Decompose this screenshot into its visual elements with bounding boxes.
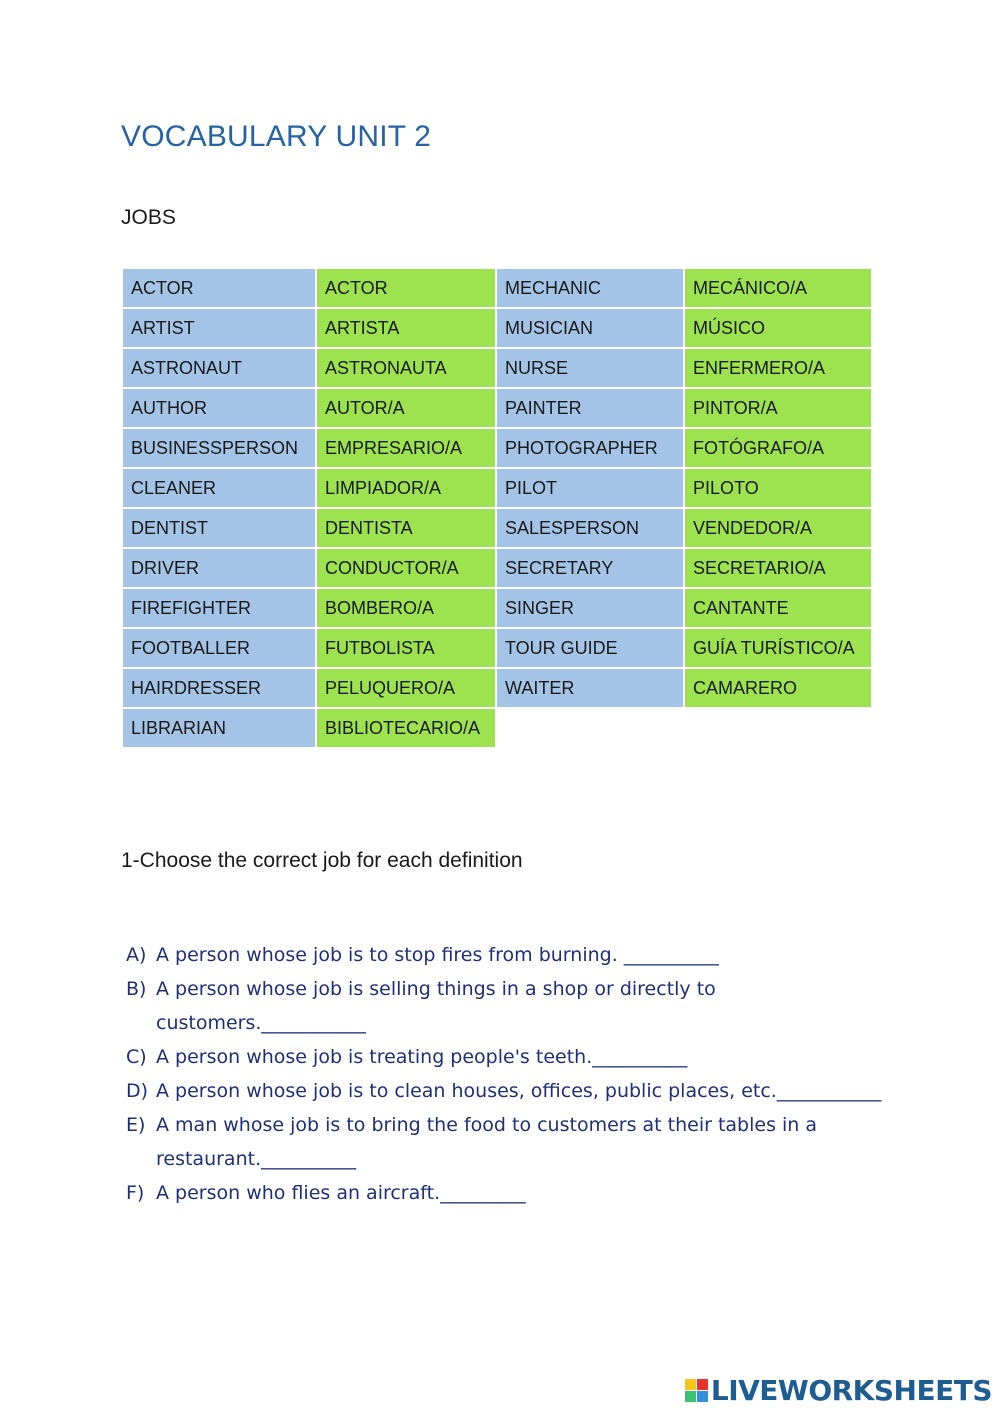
definition-item	[126, 1108, 886, 1176]
logo-square	[697, 1391, 708, 1402]
english-word-cell	[496, 708, 684, 748]
spanish-word-cell: PINTOR/A	[684, 388, 872, 428]
definition-item	[126, 1176, 886, 1210]
english-word-cell: LIBRARIAN	[122, 708, 316, 748]
english-word-cell: DENTIST	[122, 508, 316, 548]
table-row	[122, 308, 872, 348]
section-heading-jobs: JOBS	[121, 206, 176, 229]
english-word-cell: CLEANER	[122, 468, 316, 508]
definition-letter: D)	[126, 1080, 149, 1102]
table-row	[122, 708, 872, 748]
english-word-cell: PILOT	[496, 468, 684, 508]
table-row	[122, 348, 872, 388]
english-word-cell: FOOTBALLER	[122, 628, 316, 668]
spanish-word-cell: GUÍA TURÍSTICO/A	[684, 628, 872, 668]
definition-item	[126, 938, 886, 972]
definition-text: A person whose job is selling things in a shop or directly to customers.___________	[156, 978, 716, 1034]
table-row	[122, 428, 872, 468]
spanish-word-cell: FUTBOLISTA	[316, 628, 496, 668]
spanish-word-cell: VENDEDOR/A	[684, 508, 872, 548]
definition-item	[126, 1040, 886, 1074]
spanish-word-cell: CANTANTE	[684, 588, 872, 628]
spanish-word-cell: FOTÓGRAFO/A	[684, 428, 872, 468]
english-word-cell: HAIRDRESSER	[122, 668, 316, 708]
definition-item	[126, 972, 886, 1040]
spanish-word-cell: MECÁNICO/A	[684, 268, 872, 308]
table-row	[122, 388, 872, 428]
definition-text: A person who flies an aircraft._________	[156, 1182, 526, 1204]
logo-text: LIVEWORKSHEETS	[710, 1374, 992, 1407]
liveworksheets-logo	[685, 1374, 992, 1407]
table-row	[122, 508, 872, 548]
definition-text: A person whose job is to clean houses, offices, public places, etc.___________	[156, 1080, 882, 1102]
english-word-cell: MECHANIC	[496, 268, 684, 308]
english-word-cell: FIREFIGHTER	[122, 588, 316, 628]
definition-letter: A)	[126, 944, 147, 966]
table-row	[122, 628, 872, 668]
spanish-word-cell: EMPRESARIO/A	[316, 428, 496, 468]
spanish-word-cell: SECRETARIO/A	[684, 548, 872, 588]
english-word-cell: ASTRONAUT	[122, 348, 316, 388]
definition-text: A man whose job is to bring the food to customers at their tables in a restaurant.__________	[156, 1114, 818, 1170]
table-row	[122, 548, 872, 588]
spanish-word-cell: BIBLIOTECARIO/A	[316, 708, 496, 748]
english-word-cell: NURSE	[496, 348, 684, 388]
english-word-cell: SALESPERSON	[496, 508, 684, 548]
spanish-word-cell: PILOTO	[684, 468, 872, 508]
table-row	[122, 268, 872, 308]
english-word-cell: AUTHOR	[122, 388, 316, 428]
english-word-cell: ACTOR	[122, 268, 316, 308]
english-word-cell: PHOTOGRAPHER	[496, 428, 684, 468]
english-word-cell: SINGER	[496, 588, 684, 628]
english-word-cell: WAITER	[496, 668, 684, 708]
definition-letter: F)	[126, 1182, 145, 1204]
exercise-instruction: 1-Choose the correct job for each definition	[121, 849, 523, 872]
english-word-cell: MUSICIAN	[496, 308, 684, 348]
spanish-word-cell: ACTOR	[316, 268, 496, 308]
spanish-word-cell	[684, 708, 872, 748]
english-word-cell: BUSINESSPERSON	[122, 428, 316, 468]
page-title: VOCABULARY UNIT 2	[121, 120, 432, 153]
logo-square	[685, 1379, 696, 1390]
table-row	[122, 588, 872, 628]
spanish-word-cell: BOMBERO/A	[316, 588, 496, 628]
definition-text: A person whose job is to stop fires from burning. __________	[156, 944, 719, 966]
definitions-list	[126, 938, 886, 1210]
english-word-cell: DRIVER	[122, 548, 316, 588]
logo-mark-icon	[685, 1379, 708, 1402]
logo-square	[697, 1379, 708, 1390]
spanish-word-cell: LIMPIADOR/A	[316, 468, 496, 508]
spanish-word-cell: ENFERMERO/A	[684, 348, 872, 388]
definition-text: A person whose job is treating people's teeth.__________	[156, 1046, 688, 1068]
vocabulary-table	[121, 267, 873, 749]
table-row	[122, 668, 872, 708]
spanish-word-cell: CONDUCTOR/A	[316, 548, 496, 588]
spanish-word-cell: MÚSICO	[684, 308, 872, 348]
spanish-word-cell: ASTRONAUTA	[316, 348, 496, 388]
english-word-cell: SECRETARY	[496, 548, 684, 588]
spanish-word-cell: CAMARERO	[684, 668, 872, 708]
english-word-cell: ARTIST	[122, 308, 316, 348]
spanish-word-cell: PELUQUERO/A	[316, 668, 496, 708]
definition-letter: E)	[126, 1114, 146, 1136]
definition-item	[126, 1074, 886, 1108]
spanish-word-cell: AUTOR/A	[316, 388, 496, 428]
definition-letter: B)	[126, 978, 147, 1000]
definition-letter: C)	[126, 1046, 147, 1068]
english-word-cell: PAINTER	[496, 388, 684, 428]
logo-square	[685, 1391, 696, 1402]
english-word-cell: TOUR GUIDE	[496, 628, 684, 668]
spanish-word-cell: ARTISTA	[316, 308, 496, 348]
spanish-word-cell: DENTISTA	[316, 508, 496, 548]
table-row	[122, 468, 872, 508]
